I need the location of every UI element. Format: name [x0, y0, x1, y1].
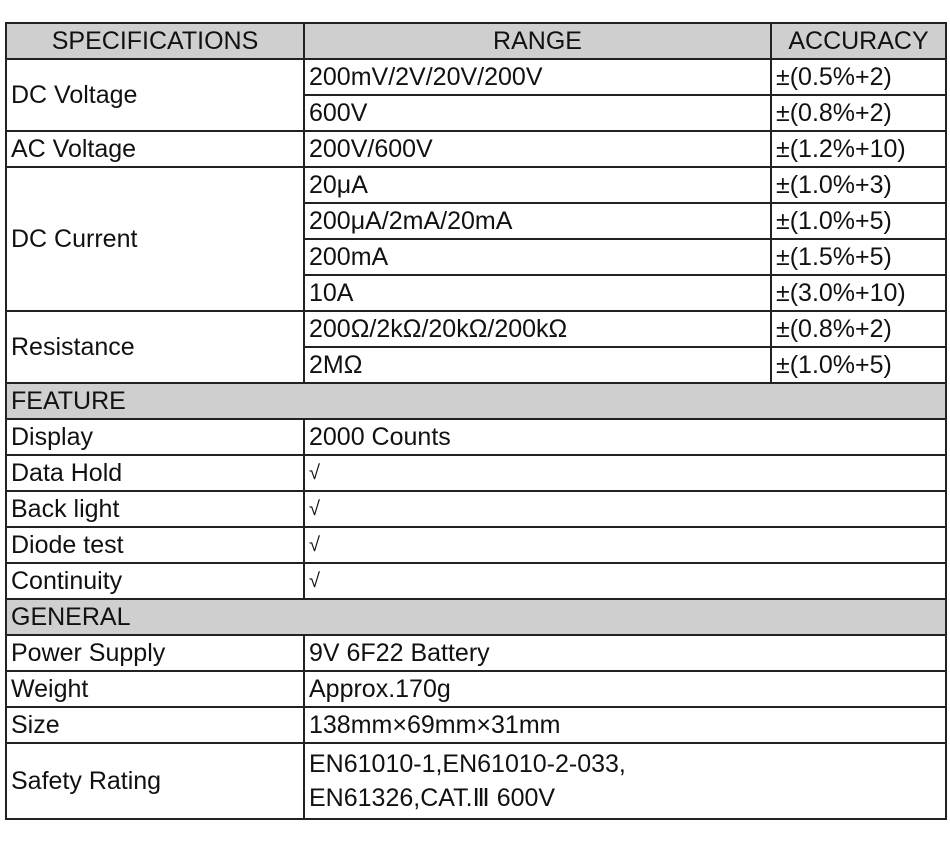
section-row-general: [6, 599, 946, 635]
feature-label: Display: [6, 419, 304, 455]
table-row: [6, 491, 946, 527]
table-row: [6, 59, 946, 95]
table-row: [6, 635, 946, 671]
accuracy-cell: ±(1.5%+5): [771, 239, 946, 275]
general-label: Size: [6, 707, 304, 743]
accuracy-cell: ±(1.2%+10): [771, 131, 946, 167]
feature-label: Data Hold: [6, 455, 304, 491]
safety-rating-line: EN61010-1,EN61010-2-033,: [309, 750, 626, 778]
range-cell: 2MΩ: [304, 347, 771, 383]
general-label: Weight: [6, 671, 304, 707]
spec-label-ac-voltage: AC Voltage: [6, 131, 304, 167]
range-cell: 200V/600V: [304, 131, 771, 167]
check-mark-icon: √: [304, 455, 946, 491]
range-cell: 20μA: [304, 167, 771, 203]
header-accuracy: ACCURACY: [771, 23, 946, 59]
header-specifications: SPECIFICATIONS: [6, 23, 304, 59]
general-label: Safety Rating: [6, 743, 304, 819]
feature-value: 2000 Counts: [304, 419, 946, 455]
table-row: [6, 131, 946, 167]
accuracy-cell: ±(1.0%+5): [771, 347, 946, 383]
general-value: 138mm×69mm×31mm: [304, 707, 946, 743]
table-row: [6, 743, 946, 819]
check-mark-icon: √: [304, 491, 946, 527]
check-mark-icon: √: [304, 527, 946, 563]
spec-label-dc-current: DC Current: [6, 167, 304, 311]
range-cell: 10A: [304, 275, 771, 311]
section-title-feature: FEATURE: [6, 383, 946, 419]
table-row: [6, 527, 946, 563]
table-row: [6, 419, 946, 455]
range-cell: 200Ω/2kΩ/20kΩ/200kΩ: [304, 311, 771, 347]
section-row-feature: [6, 383, 946, 419]
accuracy-cell: ±(1.0%+5): [771, 203, 946, 239]
range-cell: 200μA/2mA/20mA: [304, 203, 771, 239]
general-value: Approx.170g: [304, 671, 946, 707]
safety-rating-line: EN61326,CAT.Ⅲ 600V: [309, 784, 556, 812]
accuracy-cell: ±(0.8%+2): [771, 95, 946, 131]
range-cell: 600V: [304, 95, 771, 131]
accuracy-cell: ±(1.0%+3): [771, 167, 946, 203]
spec-label-resistance: Resistance: [6, 311, 304, 383]
feature-label: Continuity: [6, 563, 304, 599]
accuracy-cell: ±(0.5%+2): [771, 59, 946, 95]
check-mark-icon: √: [304, 563, 946, 599]
table-row: [6, 671, 946, 707]
range-cell: 200mV/2V/20V/200V: [304, 59, 771, 95]
table-row: [6, 563, 946, 599]
section-title-general: GENERAL: [6, 599, 946, 635]
feature-label: Back light: [6, 491, 304, 527]
header-row: [6, 23, 946, 59]
header-range: RANGE: [304, 23, 771, 59]
feature-label: Diode test: [6, 527, 304, 563]
table-row: [6, 167, 946, 203]
spec-label-dc-voltage: DC Voltage: [6, 59, 304, 131]
table-row: [6, 707, 946, 743]
general-label: Power Supply: [6, 635, 304, 671]
specifications-table: [5, 22, 947, 820]
general-value: 9V 6F22 Battery: [304, 635, 946, 671]
range-cell: 200mA: [304, 239, 771, 275]
table-row: [6, 455, 946, 491]
accuracy-cell: ±(3.0%+10): [771, 275, 946, 311]
table-row: [6, 311, 946, 347]
general-value-safety-rating: [304, 743, 946, 819]
accuracy-cell: ±(0.8%+2): [771, 311, 946, 347]
